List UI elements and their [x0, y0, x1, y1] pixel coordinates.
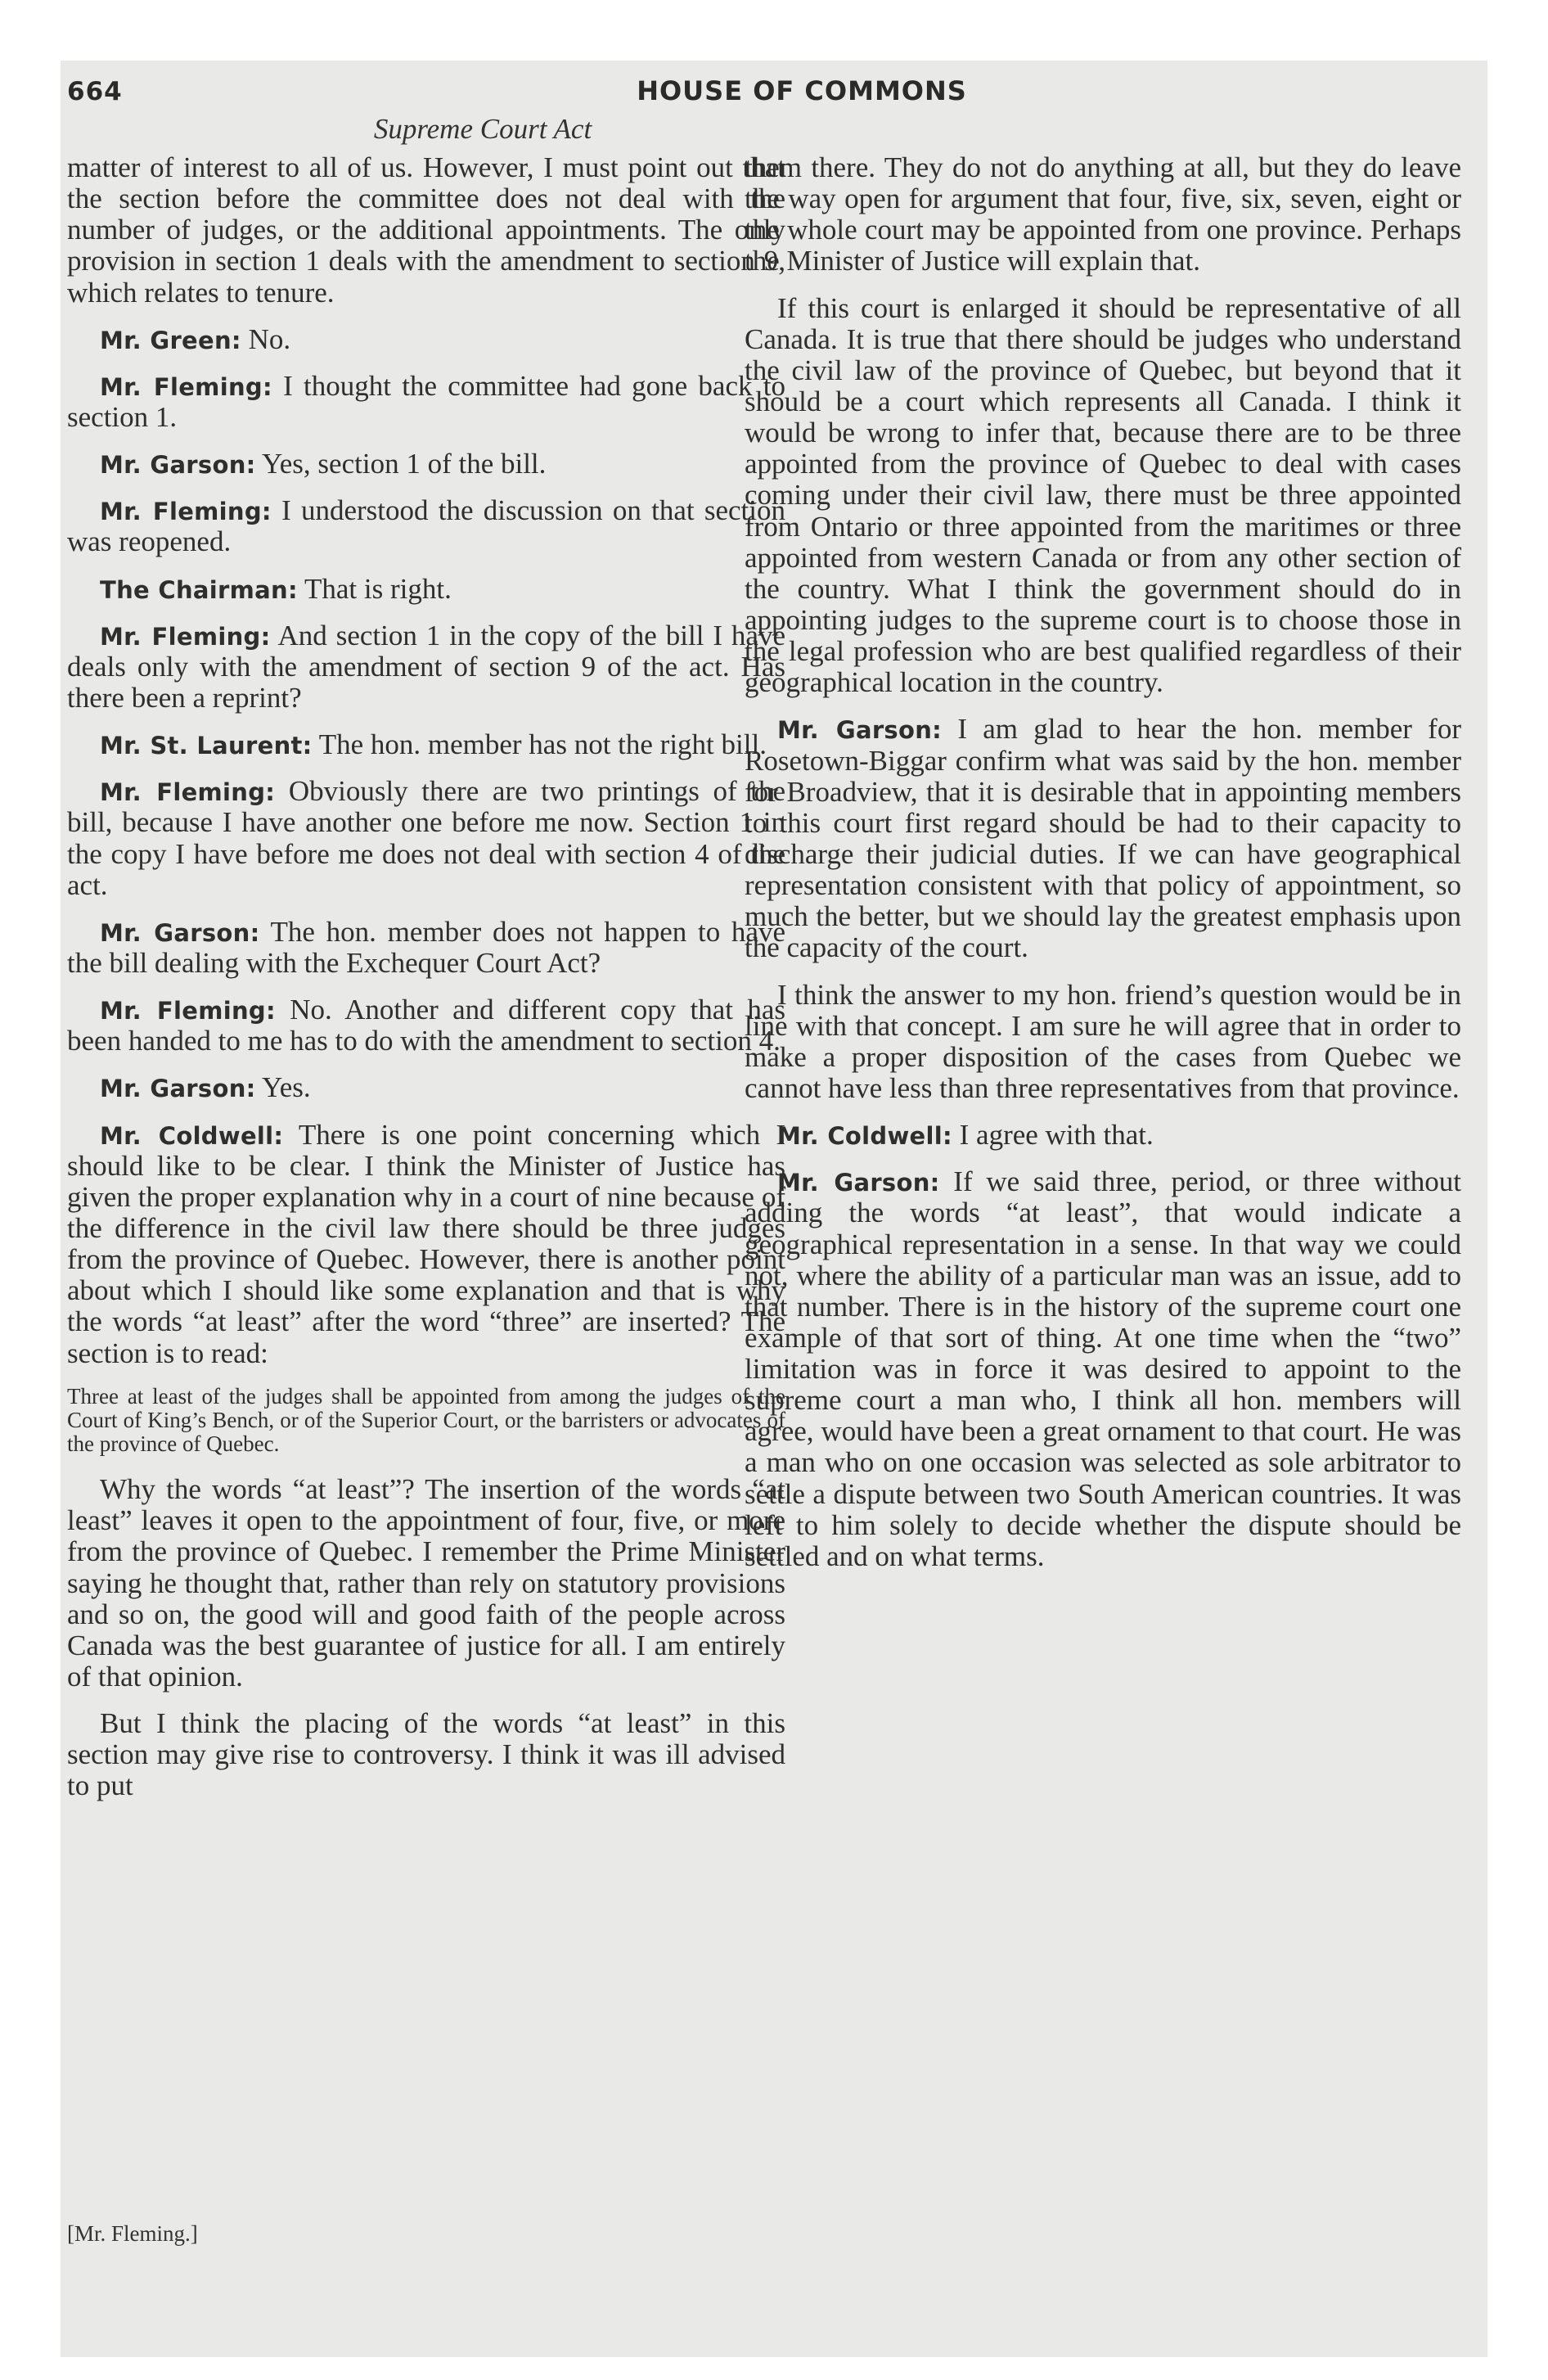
paragraph-text: If this court is enlarged it should be representative of all Canada. It is true that there should be judges who understand the civil law of the province of Quebec, but beyond that it should be a court which represents all Canada. I think it would be wrong to infer that, because there are to be three appointed from the province of Quebec to deal with cases coming under their civil law, there must be three appointed from Ontario or three appointed from the maritimes or three appointed from western Canada or from any other section of the country. What I think the government should do in appointing judges to the supreme court is to choose those in the legal profession who are best qualified regardless of their geographical location in the country.	[745, 291, 1461, 699]
paragraph-text: them there. They do not do anything at all, but they do leave the way open for argument that four, five, six, seven, eight or the whole court may be appointed from one province. Perhaps the Minister of Justice will explain that.	[745, 151, 1461, 277]
paragraph-text: I think the answer to my hon. friend’s question would be in line with that concept. I am sure he will agree that in order to make a proper disposition of the cases from Quebec we cannot have less than three representatives from that province.	[745, 978, 1461, 1104]
speaker-name: Mr. St. Laurent:	[100, 732, 313, 760]
speech	[67, 620, 785, 714]
speech	[67, 917, 785, 979]
paragraph	[67, 1474, 785, 1693]
speaker-name: The Chairman:	[100, 575, 298, 604]
speech-text: Yes, section 1 of the bill.	[255, 448, 547, 480]
paragraph-text: matter of interest to all of us. However, I must point out that the section before the committee does not deal with the number of judges, or the additional appointments. The only provision in section 1 deals with the amendment to section 9, which relates to tenure.	[67, 151, 785, 309]
speech-text: That is right.	[297, 572, 452, 605]
speaker-name: Mr. Fleming:	[100, 372, 272, 401]
speech-text: The hon. member does not happen to have the bill dealing with the Exchequer Court Act?	[67, 915, 785, 979]
speaker-name: Mr. Garson:	[100, 451, 256, 480]
page-number: 664	[67, 77, 123, 106]
speech	[67, 1072, 785, 1103]
paragraph-text: But I think the placing of the words “at least” in this section may give rise to controversy. I think it was ill advised to put	[67, 1707, 785, 1802]
speech-text: Obviously there are two printings of the bill, because I have another one before me now. Section 1 in the copy I have before me does not deal with section 4 of the act.	[67, 775, 785, 901]
speech	[67, 994, 785, 1057]
speech-text: If we said three, period, or three without adding the words “at least”, that would indicate a geographical representation in a sense. In that way we could not, where the ability of a particular man was an issue, add to that number. There is in the history of the supreme court one example of that sort of thing. At one time when the “two” limitation was in force it was desired to appoint to the supreme court a man who, I think all hon. members will agree, would have been a great ornament to that court. He was a man who on one occasion was selected as sole arbitrator to settle a dispute between two South American countries. It was left to him solely to decide whether the dispute should be settled and on what terms.	[745, 1165, 1461, 1572]
speaker-name: Mr. Garson:	[100, 1075, 256, 1103]
speaker-name: Mr. Coldwell:	[100, 1121, 284, 1150]
speaker-name: Mr. Fleming:	[100, 997, 276, 1025]
speech-text: No.	[241, 322, 291, 355]
speaker-name: Mr. Fleming:	[100, 498, 272, 526]
paragraph	[745, 293, 1461, 699]
paragraph	[745, 152, 1461, 277]
speech	[67, 729, 785, 760]
block-quote	[67, 1385, 785, 1456]
speech	[745, 714, 1461, 963]
speech-text: And section 1 in the copy of the bill I have deals only with the amendment of section 9 of the act. Has there been a reprint?	[67, 619, 785, 714]
speech	[67, 324, 785, 355]
speaker-name: Mr. Garson:	[777, 716, 943, 745]
speech-text: There is one point concerning which I should like to be clear. I think the Minister of Justice has given the proper explanation why in a court of nine because of the difference in the civil law there should be three judges from the province of Quebec. However, there is another point about which I should like some explanation and that is why the words “at least” after the word “three” are inserted? The section is to read:	[67, 1118, 785, 1369]
speech	[745, 1120, 1461, 1151]
speech-text: The hon. member has not the right bill.	[312, 728, 767, 761]
speech	[67, 776, 785, 901]
paragraph	[67, 152, 785, 309]
section-title: Supreme Court Act	[373, 113, 592, 145]
speech-text: I agree with that.	[952, 1119, 1154, 1152]
page-title: HOUSE OF COMMONS	[637, 75, 967, 106]
speaker-name: Mr. Fleming:	[100, 622, 271, 651]
speech	[67, 574, 785, 605]
speech-text: Yes.	[255, 1071, 311, 1104]
paragraph	[67, 1708, 785, 1801]
speech	[67, 495, 785, 557]
speech-text: I understood the discussion on that section was reopened.	[67, 494, 785, 558]
speaker-name: Mr. Garson:	[100, 918, 260, 947]
speech-text: No. Another and different copy that has been handed to me has to do with the amendment to section 4.	[67, 994, 785, 1057]
speech-text: I am glad to hear the hon. member for Rosetown-Biggar confirm what was said by the hon. member for Broadview, that it is desirable that in appointing members to this court first regard should be had to their capacity to discharge their judicial duties. If we can have geographical representation consistent with that policy of appointment, so much the better, but we should lay the greatest emphasis upon the capacity of the court.	[745, 713, 1461, 964]
speech	[67, 449, 785, 480]
speech	[745, 1166, 1461, 1572]
speech	[67, 371, 785, 433]
paragraph	[745, 980, 1461, 1105]
footer-speaker-note: [Mr. Fleming.]	[67, 2221, 198, 2246]
right-column	[745, 152, 1461, 1588]
left-column	[67, 152, 785, 1818]
speech-text: I thought the committee had gone back to section 1.	[67, 369, 785, 433]
paragraph-text: Why the words “at least”? The insertion of the words “at least” leaves it open to the appointment of four, five, or more from the province of Quebec. I remember the Prime Minister saying he thought that, rather than rely on statutory provisions and so on, the good will and good faith of the people across Canada was the best guarantee of justice for all. I am entirely of that opinion.	[67, 1473, 785, 1693]
quote-text: Three at least of the judges shall be appointed from among the judges of the Court of King’s Bench, or of the Superior Court, or the barristers or advocates of the province of Quebec.	[67, 1383, 785, 1456]
speech	[67, 1120, 785, 1369]
speaker-name: Mr. Fleming:	[100, 778, 276, 807]
speaker-name: Mr. Green:	[100, 326, 241, 354]
speaker-name: Mr. Garson:	[777, 1169, 940, 1197]
speaker-name: Mr. Coldwell:	[777, 1122, 952, 1151]
